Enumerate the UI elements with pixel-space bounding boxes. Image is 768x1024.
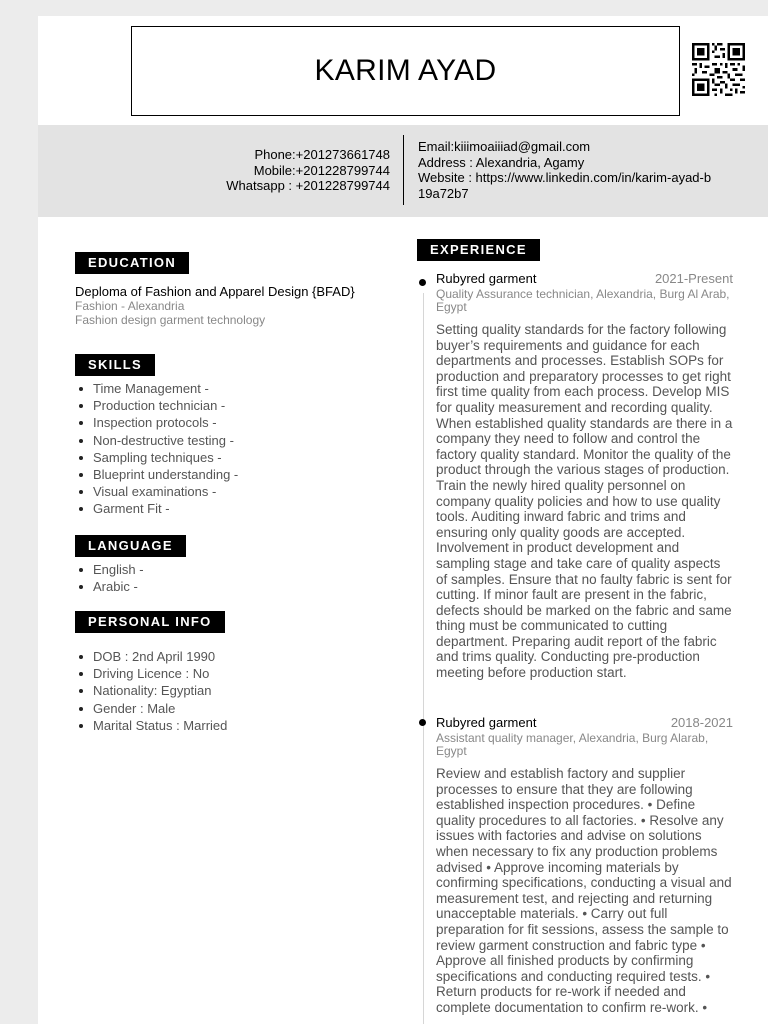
skills-list (75, 380, 238, 518)
job-role: Quality Assurance technician, Alexandria, Burg Al Arab, Egypt (436, 287, 730, 314)
job-period: 2021-Present (654, 271, 733, 286)
job-company: Rubyred garment (436, 271, 537, 286)
whatsapp: Whatsapp : +201228799744 (226, 178, 390, 193)
timeline-dot (419, 279, 426, 286)
personal-info-list (75, 648, 227, 734)
mobile: Mobile:+201228799744 (253, 162, 390, 178)
address: Address : Alexandria, Agamy (418, 154, 585, 170)
job-description: Setting quality standards for the factory following buyer’s requirements and guidance for each departments and processes. Establish SOPs for production and preparatory processes to get right first time quality from each process. Develop MIS for quality measurement and recording quality. When established quality standards are there in a company they need to follow and control the factory quality standard. Monitor the quality of the product through the various stages of production. Train the newly hired quality personnel on company quality policies and how to use quality tools. Auditing inward fabric and trims and ensuring only quality goods are accepted. Involvement in product development and sampling stage and take care of quality aspects of samples. Ensure that no faulty fabric is sent for cutting. If minor fault are present in the fabric, defects should be marked on the fabric and same thing must be communicated to cutting department. Preparing audit report of the fabric and trims quality. Conducting pre-production meeting before production start. (436, 322, 733, 681)
list-item: Blueprint understanding - (75, 466, 238, 483)
list-item: Nationality: Egyptian (75, 682, 227, 699)
website-link[interactable]: Website : https://www.linkedin.com/in/karim-ayad-b19a72b7 (418, 170, 712, 201)
phone-contacts (226, 147, 390, 194)
phone: Phone:+201273661748 (254, 147, 390, 162)
list-item: Production technician - (75, 397, 238, 414)
contact-band (38, 125, 768, 217)
education-heading: EDUCATION (75, 252, 189, 274)
online-contacts (418, 139, 718, 201)
email: Email:kiiimoaiiiad@gmail.com (418, 139, 591, 154)
language-list (75, 561, 144, 595)
list-item: Driving Licence : No (75, 665, 227, 682)
list-item: Arabic - (75, 578, 144, 595)
list-item: Time Management - (75, 380, 238, 397)
language-heading: LANGUAGE (75, 535, 186, 557)
list-item: Marital Status : Married (75, 717, 227, 734)
education-major: Fashion design garment technology (75, 313, 266, 327)
timeline-line (423, 293, 424, 1024)
job-role: Assistant quality manager, Alexandria, Burg Alarab, Egypt (436, 731, 709, 758)
list-item: Sampling techniques - (75, 449, 238, 466)
job-period: 2018-2021 (670, 715, 733, 730)
qr-code-icon (690, 43, 747, 96)
list-item: Visual examinations - (75, 483, 238, 500)
education-title: Deploma of Fashion and Apparel Design {BFAD} (75, 284, 355, 299)
experience-heading: EXPERIENCE (417, 239, 540, 261)
job-company: Rubyred garment (436, 715, 537, 730)
list-item: Gender : Male (75, 700, 227, 717)
name-box (131, 26, 680, 116)
skills-heading: SKILLS (75, 354, 155, 376)
contact-divider (403, 135, 404, 205)
list-item: English - (75, 561, 144, 578)
list-item: Non-destructive testing - (75, 432, 238, 449)
list-item: Garment Fit - (75, 500, 238, 517)
list-item: Inspection protocols - (75, 414, 238, 431)
list-item: DOB : 2nd April 1990 (75, 648, 227, 665)
candidate-name: KARIM AYAD (314, 54, 497, 87)
personal-info-heading: PERSONAL INFO (75, 611, 225, 633)
resume-page (38, 16, 768, 1024)
education-location: Fashion - Alexandria (75, 299, 185, 313)
timeline-dot (419, 719, 426, 726)
job-description: Review and establish factory and supplier processes to ensure that they are following established inspection procedures. • Define quality procedures to all factories. • Resolve any issues with factories and advise on solutions when necessary to fix any production problems advised • Approve incoming materials by confirming specifications, conducting a visual and measurement test, and rejecting and returning unacceptable materials. • Carry out full preparation for fit sessions, assess the sample to review garment construction and fabric type • Approve all finished products by confirming specifications and conducting required tests. • Return products for re-work if needed and complete documentation to confirm re-work. • (436, 766, 732, 1015)
